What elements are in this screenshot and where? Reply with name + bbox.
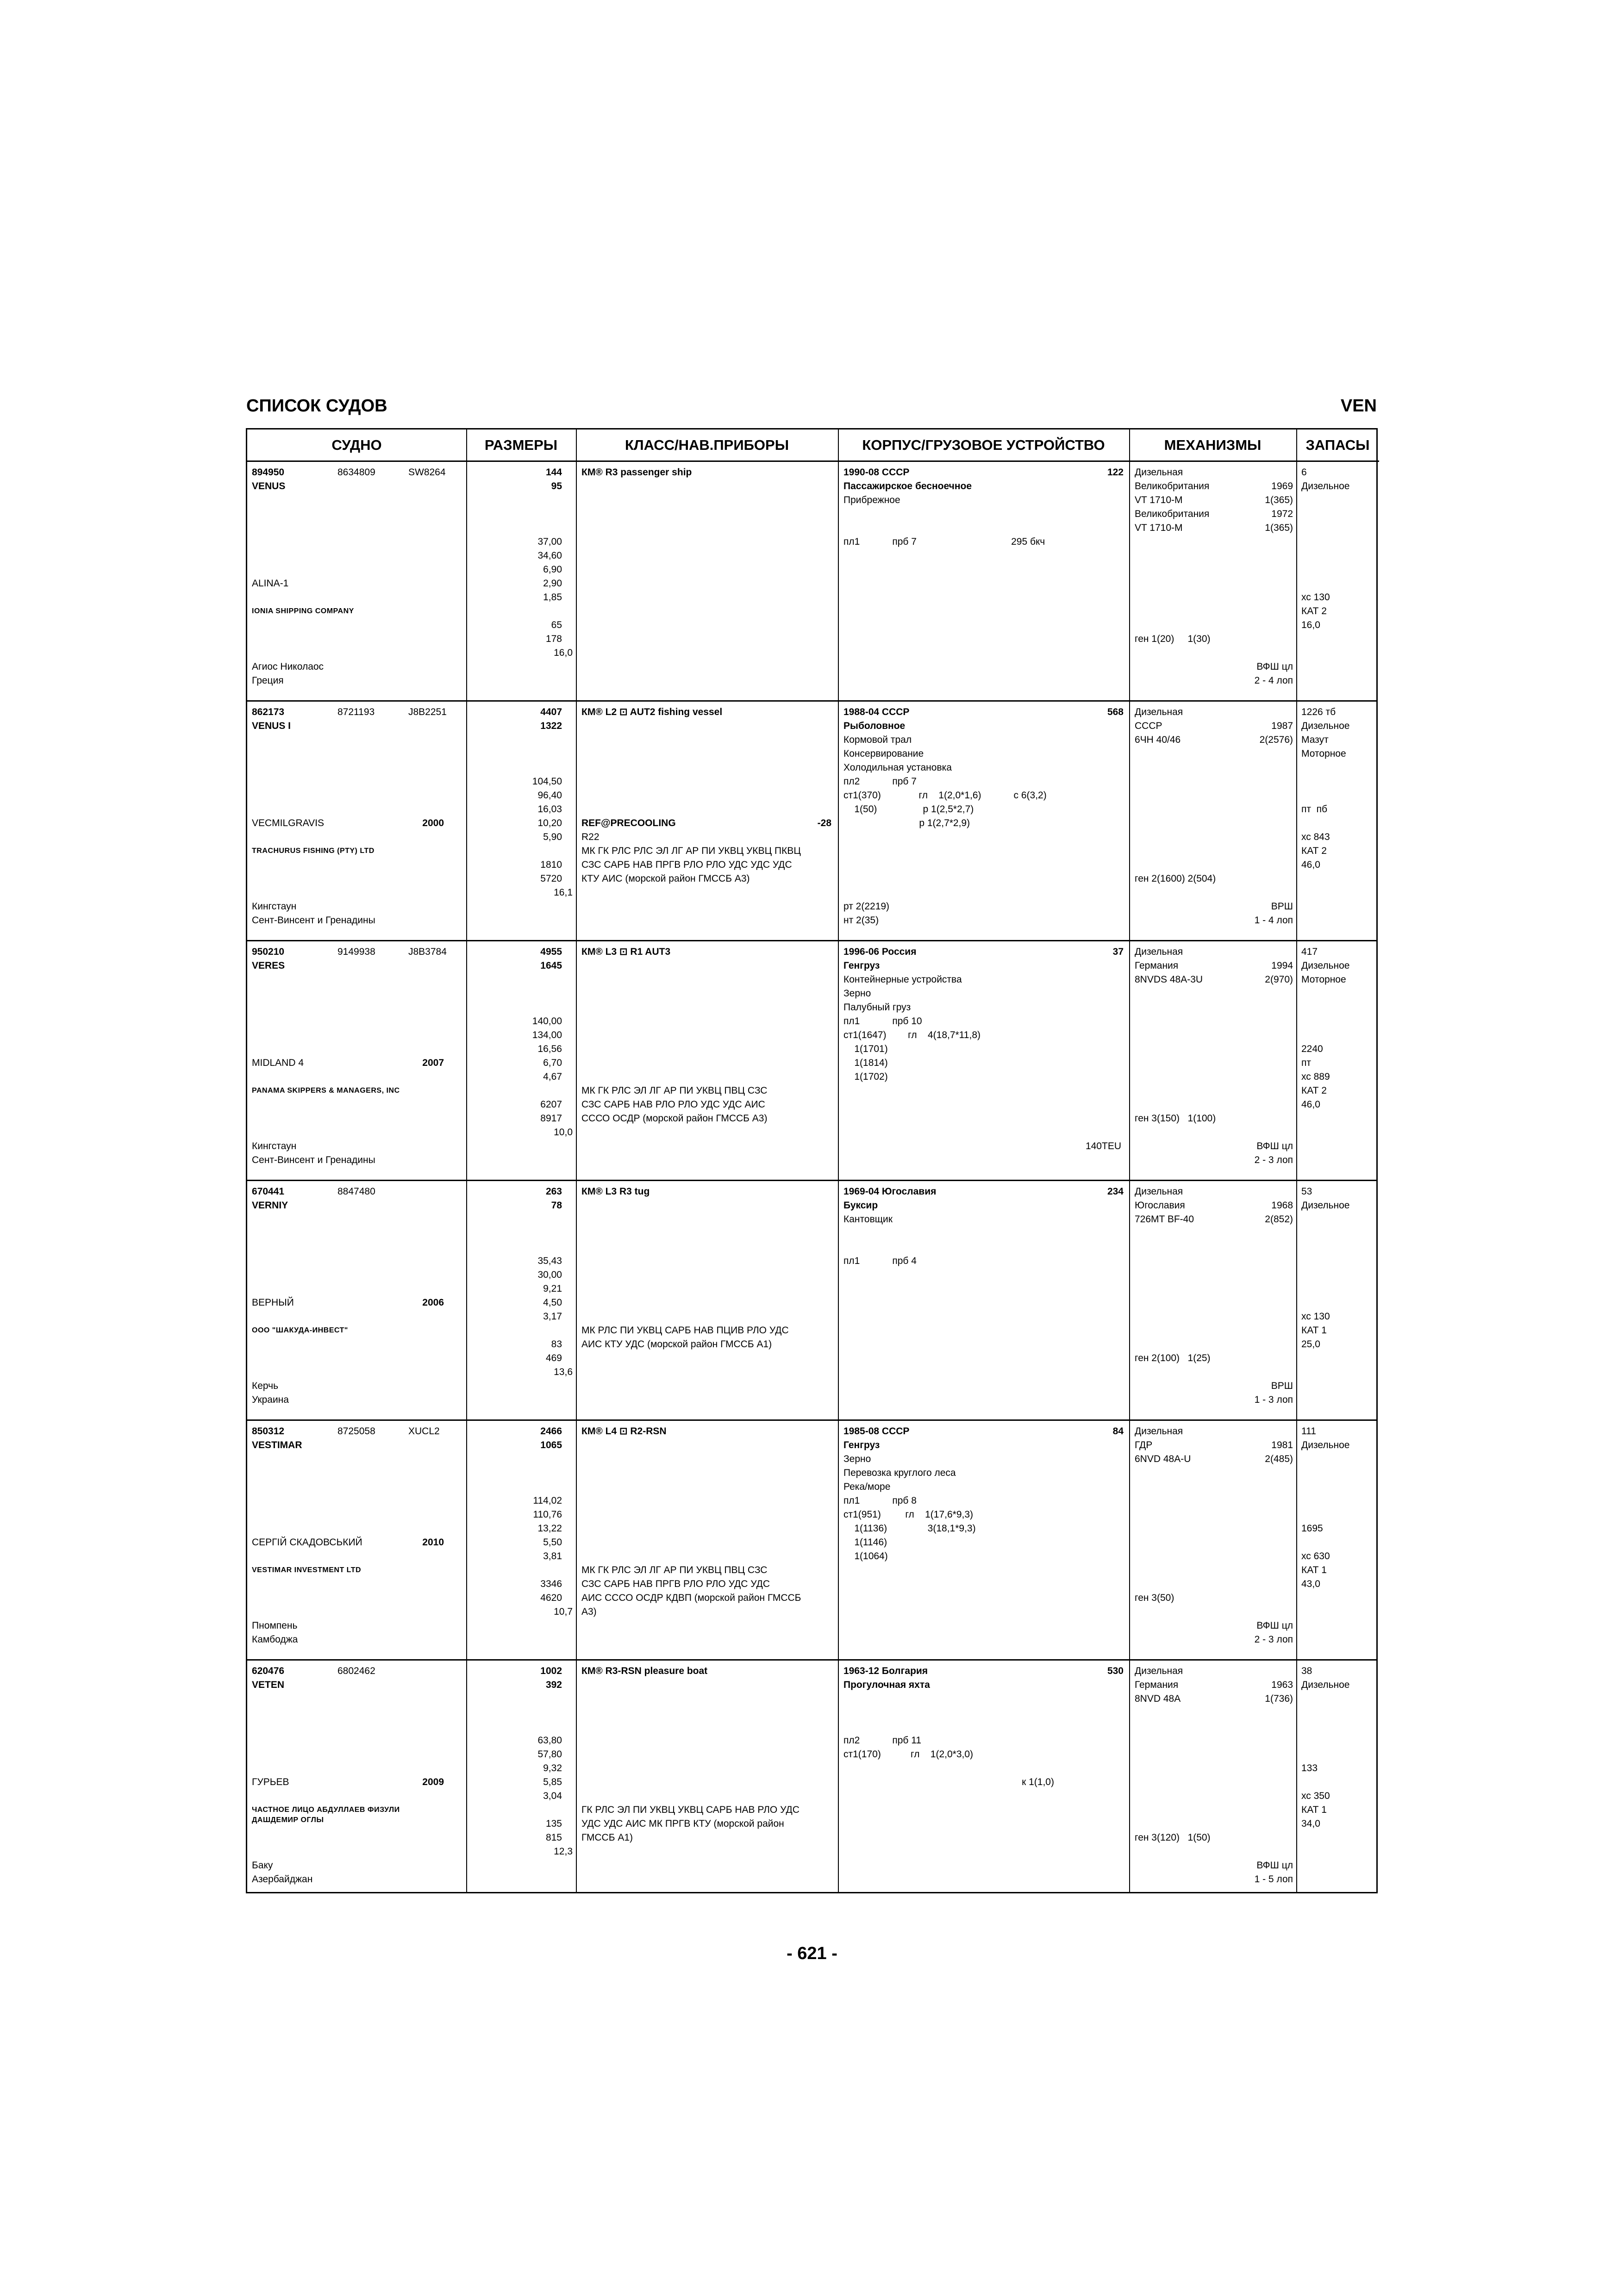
engine-info: Германия — [1135, 1680, 1179, 1690]
engine-value: 1(736) — [1265, 1693, 1293, 1704]
generator-info: ген 3(120) 1(50) — [1135, 1832, 1211, 1843]
hull-number: 568 — [1107, 707, 1124, 717]
teu-capacity: 140TEU — [1085, 1141, 1121, 1151]
dimension-value: 37,00 — [537, 536, 562, 547]
engine-info: 6ЧН 40/46 — [1135, 734, 1181, 745]
call-sign: J8B2251 — [408, 707, 447, 717]
nav-equipment: МК ГК РЛС РЛС ЭЛ ЛГ АР ПИ УКВЦ УКВЦ ПКВЦ — [581, 846, 801, 856]
hull-equipment: пл1 прб 8 — [843, 1495, 917, 1506]
hull-info: Палубный груз — [843, 1002, 911, 1013]
page-title: СПИСОК СУДОВ — [246, 396, 387, 416]
page-code: VEN — [1340, 396, 1377, 416]
stores-info: 6 — [1301, 467, 1307, 478]
ship-name: VERNIY — [252, 1200, 288, 1211]
capacity-value: 5720 — [540, 873, 562, 884]
hull-info: Прибрежное — [843, 495, 900, 505]
engine-value: 1987 — [1271, 721, 1293, 731]
stores-info: Дизельное — [1301, 1680, 1350, 1690]
registry-number: 670441 — [252, 1186, 285, 1197]
imo-number: 8634809 — [337, 467, 375, 478]
dimension-value: 5,85 — [543, 1777, 562, 1787]
propeller-type: ВФШ цл — [1256, 661, 1293, 672]
stores-info: 417 — [1301, 946, 1318, 957]
hull-equipment: 1(1702) — [843, 1071, 888, 1082]
dimension-value: 140,00 — [532, 1016, 562, 1027]
hull-info: Рыболовное — [843, 721, 906, 731]
stores-endurance: хс 130 — [1301, 592, 1330, 603]
hull-equipment: 1(1701) — [843, 1044, 888, 1054]
hull-equipment: ст1(951) гл 1(17,6*9,3) — [843, 1509, 974, 1520]
net-tonnage: 1645 — [540, 960, 562, 971]
engine-info: СССР — [1135, 721, 1162, 731]
hull-info: Контейнерные устройства — [843, 974, 962, 985]
former-name: СЕРГІЙ СКАДОВСЬКИЙ — [252, 1537, 362, 1548]
class-notation: КМ® L4 ⊡ R2-RSN — [581, 1426, 667, 1437]
ship-name: VENUS I — [252, 721, 291, 731]
engine-info: Югославия — [1135, 1200, 1185, 1211]
gross-tonnage: 1002 — [540, 1666, 562, 1676]
imo-number: 9149938 — [337, 946, 375, 957]
imo-number: 8721193 — [337, 707, 375, 717]
flag-country: Камбоджа — [252, 1634, 298, 1645]
owner-name: ООО "ШАКУДА-ИНВЕСТ" — [252, 1326, 348, 1334]
engine-info: 8NVD 48A — [1135, 1693, 1181, 1704]
nav-equipment: МК ГК РЛС ЭЛ ЛГ АР ПИ УКВЦ ПВЦ СЗС — [581, 1565, 768, 1575]
class-notation: КМ® L3 R3 tug — [581, 1186, 650, 1197]
hull-equipment: пл1 прб 10 — [843, 1016, 922, 1027]
stores-info: Дизельное — [1301, 481, 1350, 492]
gross-tonnage: 263 — [545, 1186, 562, 1197]
ship-table — [246, 428, 1378, 1893]
generator-info: ген 2(1600) 2(504) — [1135, 873, 1216, 884]
capacity-value: 469 — [545, 1353, 562, 1363]
net-tonnage: 1065 — [540, 1440, 562, 1450]
hull-info: Кормовой трал — [843, 734, 912, 745]
engine-info: Дизельная — [1135, 946, 1183, 957]
engine-info: 8NVDS 48A-3U — [1135, 974, 1203, 985]
hull-info: Генгруз — [843, 1440, 880, 1450]
former-name: ALINA-1 — [252, 578, 289, 589]
stores-endurance: КАТ 1 — [1301, 1804, 1327, 1815]
flag-country: Азербайджан — [252, 1874, 313, 1885]
hull-info: 1990-08 СССР — [843, 467, 910, 478]
owner-name: PANAMA SKIPPERS & MANAGERS, INC — [252, 1087, 400, 1095]
speed-value: 10,0 — [554, 1127, 573, 1138]
engine-info: Дизельная — [1135, 1666, 1183, 1676]
registry-number: 894950 — [252, 467, 285, 478]
home-port: Агиос Николаос — [252, 661, 324, 672]
stores-endurance: КАТ 2 — [1301, 846, 1327, 856]
dimension-value: 5,90 — [543, 832, 562, 842]
nav-equipment: АИС КТУ УДС (морской район ГМССБ А1) — [581, 1339, 772, 1350]
stores-endurance: 34,0 — [1301, 1818, 1320, 1829]
propeller-blades: 2 - 3 лоп — [1254, 1155, 1293, 1165]
hull-info: Прогулочная яхта — [843, 1680, 930, 1690]
speed-value: 12,3 — [554, 1846, 573, 1857]
hull-info: Зерно — [843, 1454, 871, 1464]
column-header: РАЗМЕРЫ — [466, 429, 576, 462]
capacity-value: 815 — [545, 1832, 562, 1843]
generator-info: ген 2(100) 1(25) — [1135, 1353, 1211, 1363]
engine-value: 2(852) — [1265, 1214, 1293, 1225]
net-tonnage: 78 — [551, 1200, 562, 1211]
former-name-year: 2000 — [422, 818, 444, 828]
dimension-value: 114,02 — [533, 1495, 562, 1506]
class-extra-value: -28 — [817, 818, 831, 828]
dimension-value: 134,00 — [532, 1030, 562, 1040]
stores-info: Мазут — [1301, 734, 1329, 745]
home-port: Керчь — [252, 1381, 279, 1391]
dimension-value: 9,32 — [543, 1763, 562, 1773]
dimension-value: 9,21 — [543, 1283, 562, 1294]
ship-name: VERES — [252, 960, 285, 971]
column-header: КОРПУС/ГРУЗОВОЕ УСТРОЙСТВО — [838, 429, 1129, 462]
stores-info: 111 — [1301, 1426, 1316, 1437]
hull-number: 234 — [1107, 1186, 1124, 1197]
engine-info: VT 1710-M — [1135, 523, 1183, 533]
hull-equipment: пл2 прб 11 — [843, 1735, 922, 1746]
dimension-value: 30,00 — [537, 1269, 562, 1280]
class-notation: КМ® L3 ⊡ R1 AUT3 — [581, 946, 671, 957]
stores-endurance: КАТ 1 — [1301, 1325, 1327, 1336]
gross-tonnage: 4955 — [540, 946, 562, 957]
nav-equipment: СЗС САРБ НАВ РЛО РЛО УДС УДС АИС — [581, 1099, 765, 1110]
nav-equipment: КТУ АИС (морской район ГМССБ А3) — [581, 873, 750, 884]
engine-value: 2(970) — [1265, 974, 1293, 985]
nav-equipment: МК РЛС ПИ УКВЦ САРБ НАВ ПЦИВ РЛО УДС — [581, 1325, 789, 1336]
former-name: VECMILGRAVIS — [252, 818, 324, 828]
dimension-value: 4,67 — [543, 1071, 562, 1082]
hull-equipment: ст1(1647) гл 4(18,7*11,8) — [843, 1030, 981, 1040]
ship-record — [247, 1181, 1376, 1421]
call-sign: XUCL2 — [408, 1426, 440, 1437]
stores-endurance: хс 843 — [1301, 832, 1330, 842]
stores-volume: 133 — [1301, 1763, 1318, 1773]
engine-value: 1994 — [1271, 960, 1293, 971]
hull-equipment: ст1(370) гл 1(2,0*1,6) с 6(3,2) — [843, 790, 1047, 801]
engine-value: 1963 — [1271, 1680, 1293, 1690]
generator-info: ген 1(20) 1(30) — [1135, 634, 1211, 644]
dimension-value: 63,80 — [537, 1735, 562, 1746]
imo-number: 6802462 — [337, 1666, 375, 1676]
flag-country: Украина — [252, 1394, 289, 1405]
class-notation: КМ® R3 passenger ship — [581, 467, 692, 478]
page-number: - 621 - — [787, 1944, 837, 1963]
propeller-type: ВФШ цл — [1256, 1860, 1293, 1871]
deadweight-value: 1810 — [540, 859, 562, 870]
net-tonnage: 95 — [551, 481, 562, 492]
dimension-value: 3,17 — [543, 1311, 562, 1322]
stores-endurance: 43,0 — [1301, 1579, 1320, 1589]
stores-info: Дизельное — [1301, 1440, 1350, 1450]
engine-value: 1(365) — [1265, 495, 1293, 505]
stores-endurance: хс 630 — [1301, 1551, 1330, 1562]
net-tonnage: 392 — [545, 1680, 562, 1690]
ship-record — [247, 1421, 1376, 1661]
registry-number: 850312 — [252, 1426, 285, 1437]
net-tonnage: 1322 — [540, 721, 562, 731]
engine-info: Великобритания — [1135, 509, 1210, 519]
engine-info: 6NVD 48A-U — [1135, 1454, 1191, 1464]
engine-info: 726MT BF-40 — [1135, 1214, 1194, 1225]
imo-number: 8847480 — [337, 1186, 375, 1197]
dimension-value: 16,03 — [537, 804, 562, 815]
nav-equipment: МК ГК РЛС ЭЛ ЛГ АР ПИ УКВЦ ПВЦ СЗС — [581, 1085, 768, 1096]
hull-equipment: пл2 прб 7 — [843, 776, 917, 787]
dimension-value: 10,20 — [537, 818, 562, 828]
call-sign: SW8264 — [408, 467, 446, 478]
ship-record — [247, 1661, 1376, 1900]
class-extra: REF@PRECOOLING — [581, 818, 676, 828]
former-name: ГУРЬЕВ — [252, 1777, 289, 1787]
owner-name: IONIA SHIPPING COMPANY — [252, 607, 354, 615]
engine-info: Великобритания — [1135, 481, 1210, 492]
stores-endurance: КАТ 1 — [1301, 1565, 1327, 1575]
gross-tonnage: 144 — [545, 467, 562, 478]
ship-record — [247, 702, 1376, 941]
home-port: Баку — [252, 1860, 273, 1871]
owner-name: TRACHURUS FISHING (PTY) LTD — [252, 847, 375, 855]
stores-info: Моторное — [1301, 748, 1346, 759]
capacity-value: 178 — [545, 634, 562, 644]
stores-info: Моторное — [1301, 974, 1346, 985]
owner-name: VESTIMAR INVESTMENT LTD — [252, 1566, 362, 1574]
stores-volume: пт — [1301, 1058, 1311, 1068]
speed-value: 10,7 — [554, 1606, 573, 1617]
deadweight-value: 3346 — [540, 1579, 562, 1589]
former-name-year: 2007 — [422, 1058, 444, 1068]
hull-info: Консервирование — [843, 748, 924, 759]
stores-endurance: 46,0 — [1301, 859, 1320, 870]
dimension-value: 35,43 — [537, 1256, 562, 1266]
nav-equipment: R22 — [581, 832, 600, 842]
engine-value: 2(2576) — [1259, 734, 1293, 745]
deadweight-value: 83 — [551, 1339, 562, 1350]
hull-tonnage: нт 2(35) — [843, 915, 879, 926]
hull-info: Холодильная установка — [843, 762, 952, 773]
gross-tonnage: 4407 — [540, 707, 562, 717]
stores-volume: пт пб — [1301, 804, 1328, 815]
dimension-value: 96,40 — [537, 790, 562, 801]
stores-info: 53 — [1301, 1186, 1312, 1197]
nav-equipment: АИС СССО ОСДР КДВП (морской район ГМССБ — [581, 1593, 801, 1603]
registry-number: 620476 — [252, 1666, 285, 1676]
stores-endurance: КАТ 2 — [1301, 1085, 1327, 1096]
nav-equipment: ГМССБ А1) — [581, 1832, 633, 1843]
column-header: МЕХАНИЗМЫ — [1129, 429, 1296, 462]
dimension-value: 4,50 — [543, 1297, 562, 1308]
hull-info: Перевозка круглого леса — [843, 1468, 956, 1478]
registry-number: 862173 — [252, 707, 285, 717]
propeller-blades: 2 - 3 лоп — [1254, 1634, 1293, 1645]
hull-info: Кантовщик — [843, 1214, 893, 1225]
engine-info: Германия — [1135, 960, 1179, 971]
engine-info: Дизельная — [1135, 467, 1183, 478]
imo-number: 8725058 — [337, 1426, 375, 1437]
dimension-value: 34,60 — [537, 550, 562, 561]
call-sign: J8B3784 — [408, 946, 447, 957]
owner-name: ЧАСТНОЕ ЛИЦО АБДУЛЛАЕВ ФИЗУЛИ ДАШДЕМИР ОГЛЫ — [252, 1806, 400, 1824]
deadweight-value: 6207 — [540, 1099, 562, 1110]
speed-value: 16,0 — [554, 647, 573, 658]
engine-info: Дизельная — [1135, 1426, 1183, 1437]
hull-equipment: ст1(170) гл 1(2,0*3,0) — [843, 1749, 974, 1760]
ship-name: VETEN — [252, 1680, 285, 1690]
hull-number: 122 — [1107, 467, 1124, 478]
engine-info: Дизельная — [1135, 1186, 1183, 1197]
home-port: Пномпень — [252, 1620, 298, 1631]
stores-info: Дизельное — [1301, 1200, 1350, 1211]
hull-equipment: 1(50) р 1(2,5*2,7) — [843, 804, 974, 815]
hull-info: Зерно — [843, 988, 871, 999]
engine-value: 1969 — [1271, 481, 1293, 492]
dimension-value: 2,90 — [543, 578, 562, 589]
capacity-value: 8917 — [540, 1113, 562, 1124]
former-name-year: 2010 — [422, 1537, 444, 1548]
former-name: ВЕРНЫЙ — [252, 1297, 294, 1308]
nav-equipment: СЗС САРБ НАВ ПРГВ РЛО РЛО УДС УДС — [581, 1579, 770, 1589]
hull-equipment: 1(1136) 3(18,1*9,3) — [843, 1523, 976, 1534]
propeller-type: ВФШ цл — [1256, 1141, 1293, 1151]
stores-volume: 2240 — [1301, 1044, 1323, 1054]
stores-endurance: 25,0 — [1301, 1339, 1320, 1350]
hull-equipment: р 1(2,7*2,9) — [843, 818, 970, 828]
stores-endurance: КАТ 2 — [1301, 606, 1327, 616]
home-port: Кингстаун — [252, 901, 297, 912]
dimension-value: 5,50 — [543, 1537, 562, 1548]
generator-info: ген 3(50) — [1135, 1593, 1174, 1603]
dimension-value: 3,81 — [543, 1551, 562, 1562]
former-name: MIDLAND 4 — [252, 1058, 304, 1068]
flag-country: Греция — [252, 675, 284, 686]
hull-tonnage: рт 2(2219) — [843, 901, 890, 912]
stores-endurance: хс 889 — [1301, 1071, 1330, 1082]
hull-info: Река/море — [843, 1481, 891, 1492]
home-port: Кингстаун — [252, 1141, 297, 1151]
flag-country: Сент-Винсент и Гренадины — [252, 915, 375, 926]
stores-endurance: 46,0 — [1301, 1099, 1320, 1110]
hull-equipment: 1(1146) — [843, 1537, 887, 1548]
nav-equipment: А3) — [581, 1606, 597, 1617]
dimension-value: 110,76 — [533, 1509, 562, 1520]
ship-name: VESTIMAR — [252, 1440, 302, 1450]
engine-info: Дизельная — [1135, 707, 1183, 717]
dimension-value: 16,56 — [537, 1044, 562, 1054]
registry-number: 950210 — [252, 946, 285, 957]
dimension-value: 104,50 — [532, 776, 562, 787]
engine-value: 1968 — [1271, 1200, 1293, 1211]
engine-info: VT 1710-M — [1135, 495, 1183, 505]
stores-endurance: хс 350 — [1301, 1791, 1330, 1801]
dimension-value: 13,22 — [537, 1523, 562, 1534]
hull-info: 1985-08 СССР — [843, 1426, 910, 1437]
speed-value: 13,6 — [554, 1367, 573, 1377]
hull-equipment: к 1(1,0) — [843, 1777, 1054, 1787]
dimension-value: 6,90 — [543, 564, 562, 575]
hull-equipment: 1(1814) — [843, 1058, 888, 1068]
deadweight-value: 135 — [545, 1818, 562, 1829]
former-name-year: 2006 — [422, 1297, 444, 1308]
stores-volume: 1695 — [1301, 1523, 1323, 1534]
dimension-value: 6,70 — [543, 1058, 562, 1068]
stores-endurance: 16,0 — [1301, 620, 1320, 630]
nav-equipment: УДС УДС АИС МК ПРГВ КТУ (морской район — [581, 1818, 784, 1829]
engine-value: 1972 — [1271, 509, 1293, 519]
nav-equipment: ГК РЛС ЭЛ ПИ УКВЦ УКВЦ САРБ НАВ РЛО УДС — [581, 1804, 800, 1815]
stores-info: 1226 тб — [1301, 707, 1336, 717]
propeller-blades: 2 - 4 лоп — [1254, 675, 1293, 686]
hull-info: Генгруз — [843, 960, 880, 971]
hull-equipment: пл1 прб 4 — [843, 1256, 917, 1266]
hull-number: 37 — [1112, 946, 1124, 957]
hull-info: Буксир — [843, 1200, 878, 1211]
column-header: СУДНО — [247, 429, 466, 462]
propeller-type: ВФШ цл — [1256, 1620, 1293, 1631]
column-header: ЗАПАСЫ — [1296, 429, 1379, 462]
nav-equipment: СССО ОСДР (морской район ГМССБ А3) — [581, 1113, 768, 1124]
propeller-type: ВРШ — [1271, 1381, 1293, 1391]
dimension-value: 57,80 — [537, 1749, 562, 1760]
stores-endurance: хс 130 — [1301, 1311, 1330, 1322]
propeller-type: ВРШ — [1271, 901, 1293, 912]
hull-number: 84 — [1112, 1426, 1124, 1437]
ship-record — [247, 462, 1376, 702]
engine-value: 2(485) — [1265, 1454, 1293, 1464]
ship-record — [247, 941, 1376, 1181]
generator-info: ген 3(150) 1(100) — [1135, 1113, 1216, 1124]
hull-number: 530 — [1107, 1666, 1124, 1676]
former-name-year: 2009 — [422, 1777, 444, 1787]
nav-equipment: СЗС САРБ НАВ ПРГВ РЛО РЛО УДС УДС УДС — [581, 859, 792, 870]
propeller-blades: 1 - 5 лоп — [1254, 1874, 1293, 1885]
column-header: КЛАСС/НАВ.ПРИБОРЫ — [576, 429, 838, 462]
flag-country: Сент-Винсент и Гренадины — [252, 1155, 375, 1165]
engine-value: 1981 — [1271, 1440, 1293, 1450]
class-notation: КМ® R3-RSN pleasure boat — [581, 1666, 708, 1676]
class-notation: КМ® L2 ⊡ AUT2 fishing vessel — [581, 707, 723, 717]
capacity-value: 4620 — [540, 1593, 562, 1603]
engine-info: ГДР — [1135, 1440, 1153, 1450]
engine-value: 1(365) — [1265, 523, 1293, 533]
propeller-blades: 1 - 4 лоп — [1254, 915, 1293, 926]
ship-name: VENUS — [252, 481, 286, 492]
hull-info: 1969-04 Югославия — [843, 1186, 937, 1197]
hull-info: Пассажирское бесноечное — [843, 481, 972, 492]
hull-info: 1988-04 СССР — [843, 707, 910, 717]
gross-tonnage: 2466 — [540, 1426, 562, 1437]
stores-info: Дизельное — [1301, 960, 1350, 971]
hull-info: 1996-06 Россия — [843, 946, 917, 957]
hull-equipment: 1(1064) — [843, 1551, 888, 1562]
deadweight-value: 65 — [551, 620, 562, 630]
stores-info: 38 — [1301, 1666, 1312, 1676]
dimension-value: 3,04 — [543, 1791, 562, 1801]
propeller-blades: 1 - 3 лоп — [1254, 1394, 1293, 1405]
stores-info: Дизельное — [1301, 721, 1350, 731]
hull-equipment: пл1 прб 7 295 бкч — [843, 536, 1045, 547]
speed-value: 16,1 — [554, 887, 573, 898]
hull-info: 1963-12 Болгария — [843, 1666, 928, 1676]
dimension-value: 1,85 — [543, 592, 562, 603]
